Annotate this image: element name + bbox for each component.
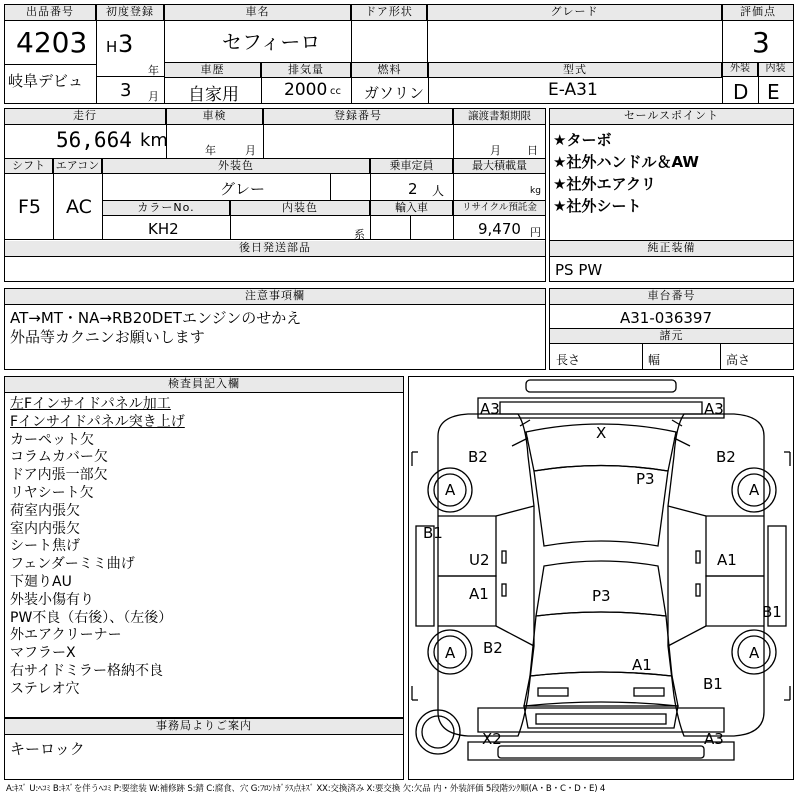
door-type-header: ドア形状 <box>352 5 427 21</box>
mark-trunk: P3 <box>592 587 611 605</box>
mark-rear-fender-left: B2 <box>483 639 503 657</box>
inspector-item: ステレオ穴 <box>10 680 80 697</box>
equip-header: 純正装備 <box>550 241 793 257</box>
width-label: 幅 <box>648 353 661 367</box>
capacity-header: 乗車定員 <box>371 159 453 174</box>
sales-header: セールスポイント <box>550 109 793 125</box>
caution-line: AT→MT・NA→RB20DETエンジンのせかえ <box>10 309 302 327</box>
mark-front-right: A3 <box>704 400 724 418</box>
inspector-item: カーペット欠 <box>10 431 94 448</box>
shift-header: シフト <box>5 159 53 174</box>
mark-rear-left: X2 <box>482 730 502 748</box>
insp-year-unit: 年 <box>205 144 216 157</box>
mark-fender-left: B2 <box>468 448 488 466</box>
mark-rear-right: A3 <box>704 730 724 748</box>
ext-score-header: 外装 <box>723 63 758 77</box>
int-score: E <box>767 80 780 104</box>
lot-no-header: 出品番号 <box>5 5 96 21</box>
inspector-item: 下廻りAU <box>10 573 72 590</box>
year-value: 3 <box>118 30 134 58</box>
model-value: E-A31 <box>548 80 598 100</box>
score-value: 3 <box>752 26 770 59</box>
insp-month-unit: 月 <box>245 144 256 157</box>
caution-header: 注意事項欄 <box>5 289 545 305</box>
displacement-unit: cc <box>330 86 341 97</box>
model-header: 型式 <box>429 63 722 78</box>
score-header: 評価点 <box>723 5 793 21</box>
month-unit: 月 <box>148 90 159 103</box>
later-parts-header: 後日発送部品 <box>5 241 545 257</box>
mark-tire-fr: A <box>749 481 760 499</box>
max-load-header: 最大積載量 <box>454 159 545 174</box>
inspector-item: フェンダーミミ曲げ <box>10 556 135 573</box>
mark-rear-door-right: A1 <box>632 656 652 674</box>
grade-header: グレード <box>428 5 722 21</box>
ext-score: D <box>733 80 749 104</box>
color-no-header: カラーNo. <box>103 201 230 216</box>
inspector-item: コラムカバー欠 <box>10 449 108 466</box>
equip-value: PS PW <box>555 261 603 279</box>
inspector-item: 左Fインサイドパネル加工 <box>10 396 171 412</box>
mileage-unit: km <box>140 130 168 151</box>
inspector-item: 外装小傷有り <box>10 591 94 608</box>
inspector-item: 室内内張欠 <box>10 520 80 537</box>
length-label: 長さ <box>556 353 581 367</box>
office-note: キーロック <box>10 740 85 758</box>
displacement-header: 排気量 <box>262 63 351 78</box>
era-label: H <box>106 38 118 56</box>
mark-rear-quarter-right: B1 <box>703 675 723 693</box>
fuel-value: ガソリン <box>364 84 425 102</box>
mark-door-left-front: U2 <box>469 551 490 569</box>
ext-color-header: 外装色 <box>103 159 370 174</box>
capacity-unit: 人 <box>432 184 445 198</box>
history-header: 車歴 <box>165 63 261 78</box>
mark-door-left-rear: A1 <box>469 585 489 603</box>
car-name: セフィーロ <box>222 30 321 54</box>
dims-header: 諸元 <box>550 329 793 344</box>
transfer-day-unit: 日 <box>527 144 538 157</box>
height-label: 高さ <box>726 353 751 367</box>
first-reg-header: 初度登録 <box>97 5 164 21</box>
month-value: 3 <box>120 80 132 101</box>
legend-text: A:ｷｽﾞ U:ﾍｺﾐ B:ｷｽﾞを伴うﾍｺﾐ P:要塗装 W:補修跡 S:錆 C:腐食、穴 G:ﾌﾛﾝﾄｶﾞﾗｽ点ｷｽﾞ XX:交換済み X:要交換 欠:欠品 内・外装評価 5段階ﾗﾝｸ順(A・B・C・D・E) 4 <box>6 784 606 794</box>
recycle-value: 9,470 <box>478 220 521 238</box>
recycle-unit: 円 <box>530 226 541 239</box>
lot-number: 4203 <box>16 26 88 59</box>
int-score-header: 内装 <box>758 63 793 77</box>
transfer-header: 譲渡書類期限 <box>454 109 545 125</box>
inspector-item: マフラーX <box>10 645 76 662</box>
mark-hood: X <box>596 424 607 442</box>
sales-point: ★ターボ <box>553 131 612 149</box>
mark-fender-right: B2 <box>716 448 736 466</box>
capacity-value: 2 <box>408 180 418 198</box>
mark-tire-rr: A <box>749 644 760 662</box>
car-name-header: 車名 <box>165 5 351 21</box>
year-unit: 年 <box>148 64 159 77</box>
sales-point: ★社外ハンドル＆AW <box>553 153 699 171</box>
inspector-item: PW不良（右後）、（左後） <box>10 609 173 626</box>
inspection-header: 車検 <box>167 109 263 125</box>
inspector-item: ドア内張一部欠 <box>10 467 108 484</box>
int-color-header: 内装色 <box>231 201 370 216</box>
inspector-item: Fインサイドパネル突き上げ <box>10 413 185 430</box>
mark-side-right: B1 <box>762 603 782 621</box>
color-no-value: KH2 <box>148 220 179 238</box>
inspector-item: シート焦げ <box>10 538 80 555</box>
chassis-header: 車台番号 <box>550 289 793 305</box>
ext-color-value: グレー <box>220 180 266 198</box>
mileage-header: 走行 <box>5 109 166 125</box>
mark-side-left: B1 <box>423 524 443 542</box>
inspector-item: 右サイドミラー格納不良 <box>10 662 164 679</box>
import-header: 輸入車 <box>371 201 453 216</box>
displacement-value: 2000 <box>284 80 328 100</box>
mark-tire-rl: A <box>445 644 456 662</box>
chassis-number: A31-036397 <box>620 309 713 327</box>
ac-header: エアコン <box>54 159 102 174</box>
inspector-item: リヤシート欠 <box>10 484 94 501</box>
inspector-item: 荷室内張欠 <box>10 502 80 519</box>
mark-tire-fl: A <box>445 481 456 499</box>
int-color-unit: 系 <box>354 228 365 241</box>
sales-point: ★社外シート <box>553 197 642 215</box>
sales-point: ★社外エアクリ <box>553 175 656 193</box>
ac-value: AC <box>66 196 92 218</box>
transfer-month-unit: 月 <box>490 144 501 157</box>
fuel-header: 燃料 <box>352 63 428 78</box>
venue-name: 岐阜デビュ <box>8 72 84 90</box>
history-value: 自家用 <box>188 85 239 105</box>
inspector-item: 外エアクリーナー <box>10 627 122 644</box>
mark-door-right-front: A1 <box>717 551 737 569</box>
reg-no-header: 登録番号 <box>264 109 453 125</box>
shift-value: F5 <box>18 196 42 218</box>
mileage-value: 56,664 <box>56 128 132 152</box>
max-load-unit: kg <box>530 186 541 196</box>
mark-front-left: A3 <box>480 400 500 418</box>
office-header: 事務局よりご案内 <box>5 719 403 735</box>
recycle-header: リサイクル預託金 <box>454 201 545 216</box>
inspector-header: 検査員記入欄 <box>5 377 403 393</box>
mark-roof: P3 <box>636 470 655 488</box>
caution-line: 外品等カクニンお願いします <box>10 328 205 346</box>
